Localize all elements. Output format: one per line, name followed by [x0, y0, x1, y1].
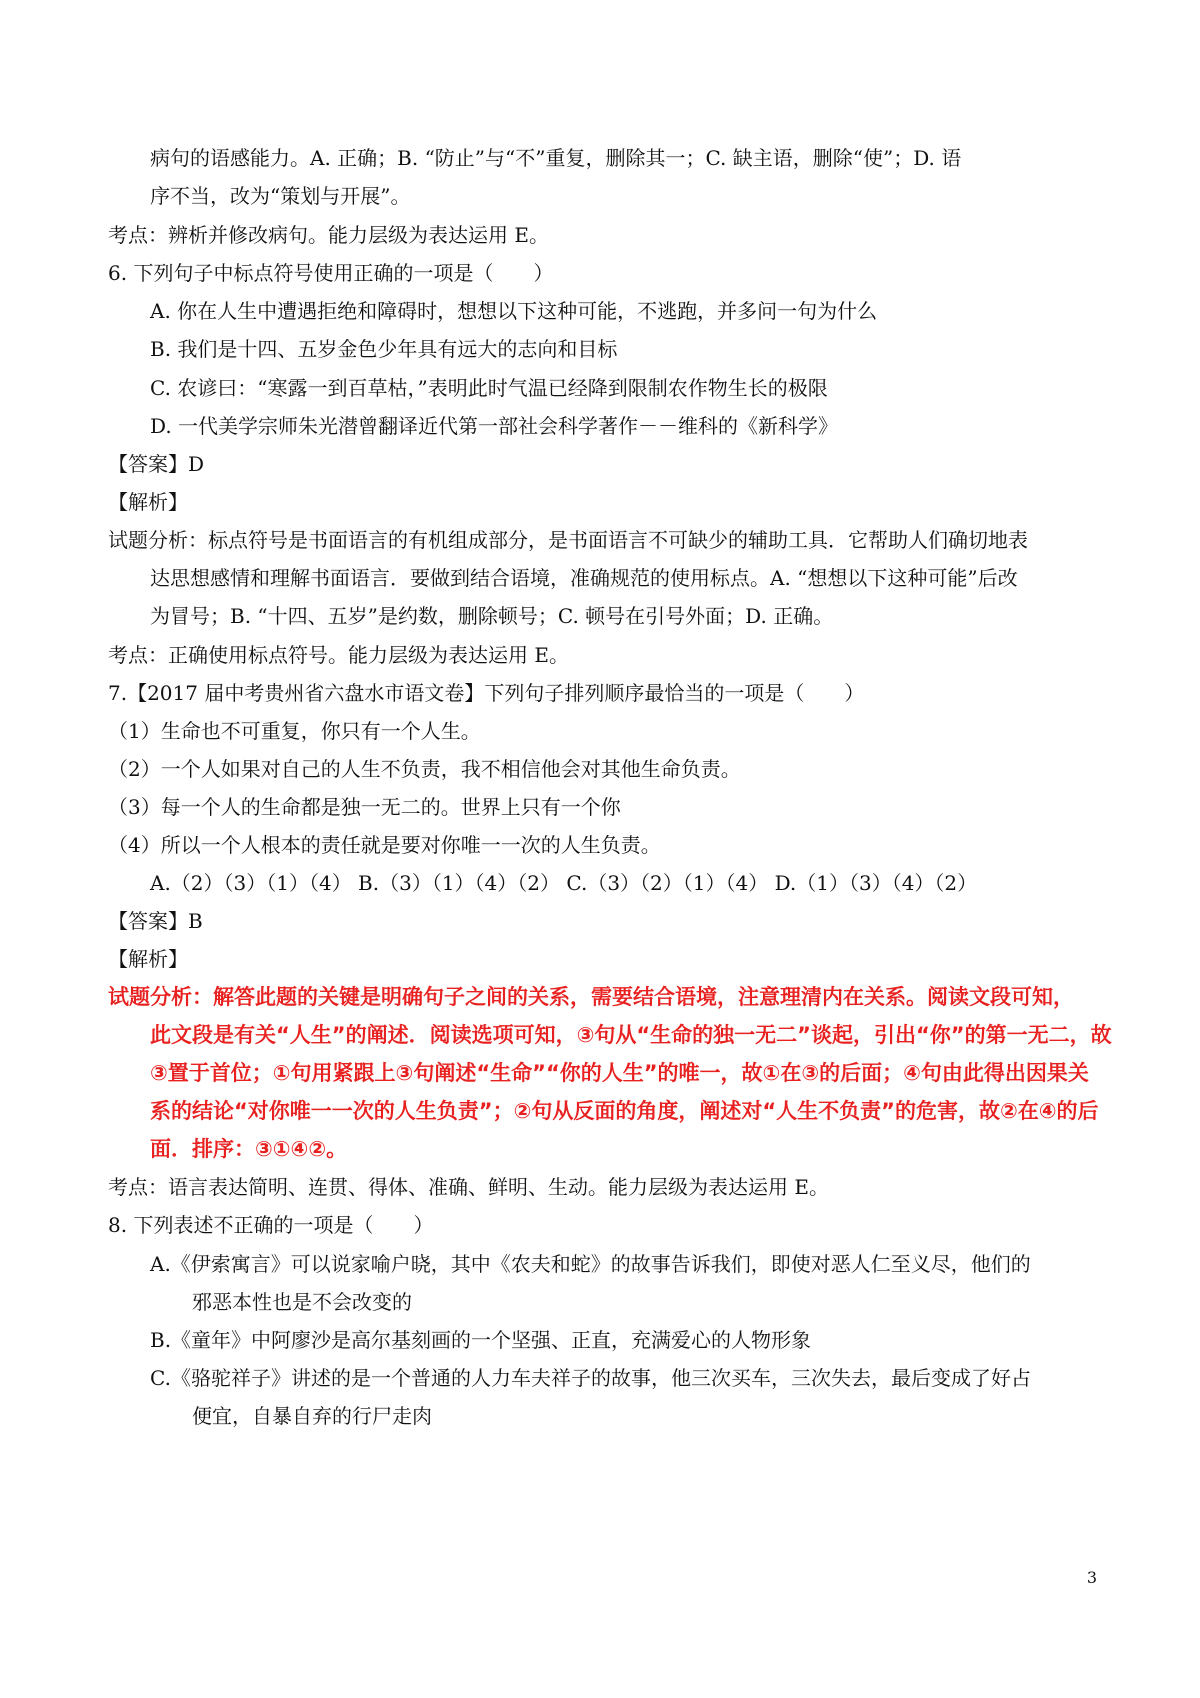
answer-label: 【答案】B	[108, 909, 203, 933]
analysis-label: 【解析】	[108, 490, 188, 514]
question-7: 7.【2017 届中考贵州省六盘水市语文卷】下列句子排列顺序最恰当的一项是（ ）	[108, 681, 865, 705]
sentence-item: （2）一个人如果对自己的人生不负责，我不相信他会对其他生命负责。	[108, 757, 741, 781]
red-analysis-line: 此文段是有关“人生”的阐述．阅读选项可知，③句从“生命的独一无二”谈起，引出“你”的第一无二，故	[150, 1023, 1112, 1047]
question-8: 8. 下列表述不正确的一项是（ ）	[108, 1213, 434, 1237]
sentence-item: （1）生命也不可重复，你只有一个人生。	[108, 719, 481, 743]
text-line: 考点：语言表达简明、连贯、得体、准确、鲜明、生动。能力层级为表达运用 E。	[108, 1175, 829, 1199]
option-c: C. 农谚曰：“寒露一到百草枯，”表明此时气温已经降到限制农作物生长的极限	[150, 376, 828, 400]
text-line: 序不当，改为“策划与开展”。	[150, 184, 411, 208]
page-number: 3	[1086, 1568, 1097, 1587]
option-b: B. 我们是十四、五岁金色少年具有远大的志向和目标	[150, 337, 618, 361]
options-row: A.（2）（3）（1）（4） B.（3）（1）（4）（2） C.（3）（2）（1）（4） D.（1）（3）（4）（2）	[150, 871, 978, 895]
red-analysis-line: 系的结论“对你唯一一次的人生负责”；②句从反面的角度，阐述对“人生不负责”的危害，故②在④的后	[150, 1099, 1099, 1123]
sentence-item: （4）所以一个人根本的责任就是要对你唯一一次的人生负责。	[108, 833, 661, 857]
option-d: D. 一代美学宗师朱光潜曾翻译近代第一部社会科学著作－－维科的《新科学》	[150, 414, 839, 438]
text-line: 考点：正确使用标点符号。能力层级为表达运用 E。	[108, 643, 569, 667]
red-analysis-line: 面．排序：③①④②。	[150, 1137, 348, 1161]
text-line: 为冒号；B. “十四、五岁”是约数，删除顿号；C. 顿号在引号外面；D. 正确。	[150, 604, 834, 628]
text-line: 病句的语感能力。A. 正确；B. “防止”与“不”重复，删除其一；C. 缺主语，删除“使”；D. 语	[150, 146, 962, 170]
answer-label: 【答案】D	[108, 452, 205, 476]
question-6: 6. 下列句子中标点符号使用正确的一项是（ ）	[108, 261, 554, 285]
option-b: B.《童年》中阿廖沙是高尔基刻画的一个坚强、正直，充满爱心的人物形象	[150, 1328, 812, 1352]
text-line: 试题分析：标点符号是书面语言的有机组成部分，是书面语言不可缺少的辅助工具．它帮助人们确切地表	[108, 528, 1028, 552]
text-line: 考点：辨析并修改病句。能力层级为表达运用 E。	[108, 223, 549, 247]
analysis-label: 【解析】	[108, 947, 188, 971]
option-a: A.《伊索寓言》可以说家喻户晓，其中《农夫和蛇》的故事告诉我们，即使对恶人仁至义尽，他们的	[150, 1252, 1031, 1276]
option-a-cont: 邪恶本性也是不会改变的	[192, 1290, 412, 1314]
text-line: 达思想感情和理解书面语言．要做到结合语境，准确规范的使用标点。A. “想想以下这种可能”后改	[150, 566, 1018, 590]
red-analysis-line: 试题分析：解答此题的关键是明确句子之间的关系，需要结合语境，注意理清内在关系。阅读文段可知，	[108, 985, 1074, 1009]
sentence-item: （3）每一个人的生命都是独一无二的。世界上只有一个你	[108, 795, 621, 819]
option-c-cont: 便宜，自暴自弃的行尸走肉	[192, 1404, 432, 1428]
option-a: A. 你在人生中遭遇拒绝和障碍时，想想以下这种可能，不逃跑，并多问一句为什么	[150, 299, 878, 323]
option-c: C.《骆驼祥子》讲述的是一个普通的人力车夫祥子的故事，他三次买车，三次失去，最后变成了好占	[150, 1366, 1031, 1390]
red-analysis-line: ③置于首位；①句用紧跟上③句阐述“生命”“你的人生”的唯一，故①在③的后面；④句由此得出因果关	[150, 1061, 1089, 1085]
